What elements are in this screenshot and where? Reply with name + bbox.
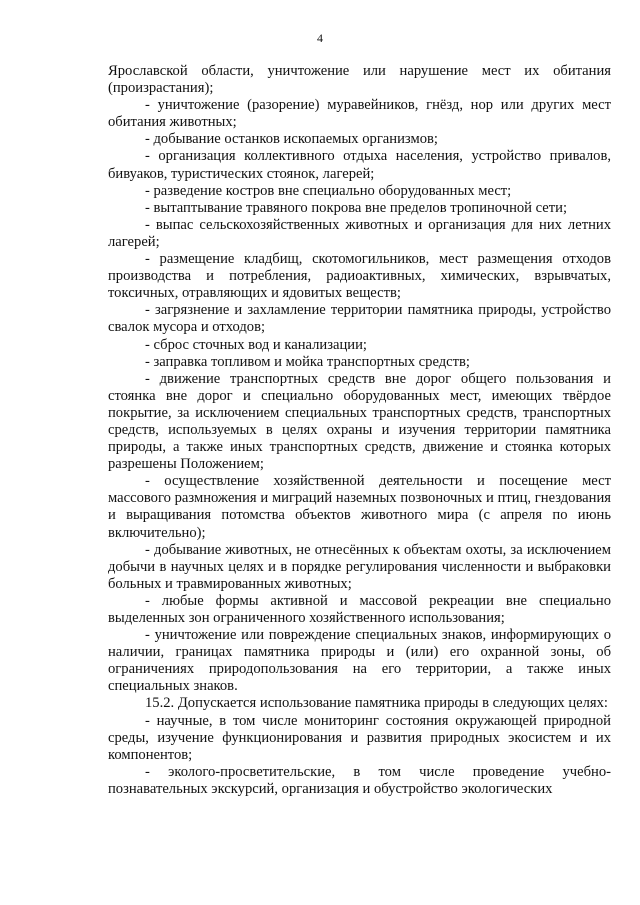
list-item: - загрязнение и захламление территории памятника природы, устройство свалок мусора и отходов;: [108, 302, 611, 336]
list-item: - размещение кладбищ, скотомогильников, мест размещения отходов производства и потребления, радиоактивных, химических, взрывчатых, токсичных, отравляющих и ядовитых веществ;: [108, 251, 611, 302]
list-item: - разведение костров вне специально оборудованных мест;: [145, 182, 512, 199]
paragraph-continuation: Ярославской области, уничтожение или нарушение мест их обитания (произрастания);: [108, 63, 611, 97]
list-item: - любые формы активной и массовой рекреации вне специально выделенных зон ограниченного хозяйственного использования;: [108, 592, 611, 626]
list-item: - заправка топливом и мойка транспортных средств;: [145, 353, 470, 370]
list-item: - эколого-просветительские, в том числе проведение учебно-познавательных экскурсий, организация и обустройство экологических: [108, 763, 611, 797]
list-item: - уничтожение (разорение) муравейников, гнёзд, нор или других мест обитания животных;: [108, 97, 611, 131]
list-item: - осуществление хозяйственной деятельности и посещение мест массового размножения и миграций наземных позвоночных и птиц, гнездования и выращивания потомства объектов животного мира (с апреля по июнь включительно);: [108, 473, 611, 541]
list-item: - движение транспортных средств вне дорог общего пользования и стоянка вне дорог и специально оборудованных мест, имеющих твёрдое покрытие, за исключением специальных транспортных средств, транспортных средств, используемых в целях охраны и изучения территории памятника природы, а также иных транспортных средств, движение и стоянка которых разрешены Положением;: [108, 370, 611, 473]
document-body: [108, 63, 611, 798]
list-item: - вытаптывание травяного покрова вне пределов тропиночной сети;: [145, 199, 568, 216]
list-item: - добывание животных, не отнесённых к объектам охоты, за исключением добычи в научных целях и в порядке регулирования численности и выбраковки больных и травмированных животных;: [108, 541, 611, 592]
section-heading-15-2: 15.2. Допускается использование памятника природы в следующих целях:: [145, 695, 608, 712]
list-item: - добывание останков ископаемых организмов;: [145, 131, 438, 148]
list-item: - выпас сельскохозяйственных животных и организация для них летних лагерей;: [108, 216, 611, 250]
list-item: - сброс сточных вод и канализации;: [145, 336, 367, 353]
page-number: 4: [317, 31, 323, 45]
list-item: - организация коллективного отдыха населения, устройство привалов, бивуаков, туристических стоянок, лагерей;: [108, 148, 611, 182]
list-item: - уничтожение или повреждение специальных знаков, информирующих о наличии, границах памятника природы и (или) его охранной зоны, об ограничениях природопользования на его территории, а также иных специальных знаков.: [108, 627, 611, 695]
list-item: - научные, в том числе мониторинг состояния окружающей природной среды, изучение функционирования и развития природных экосистем и их компонентов;: [108, 712, 611, 763]
